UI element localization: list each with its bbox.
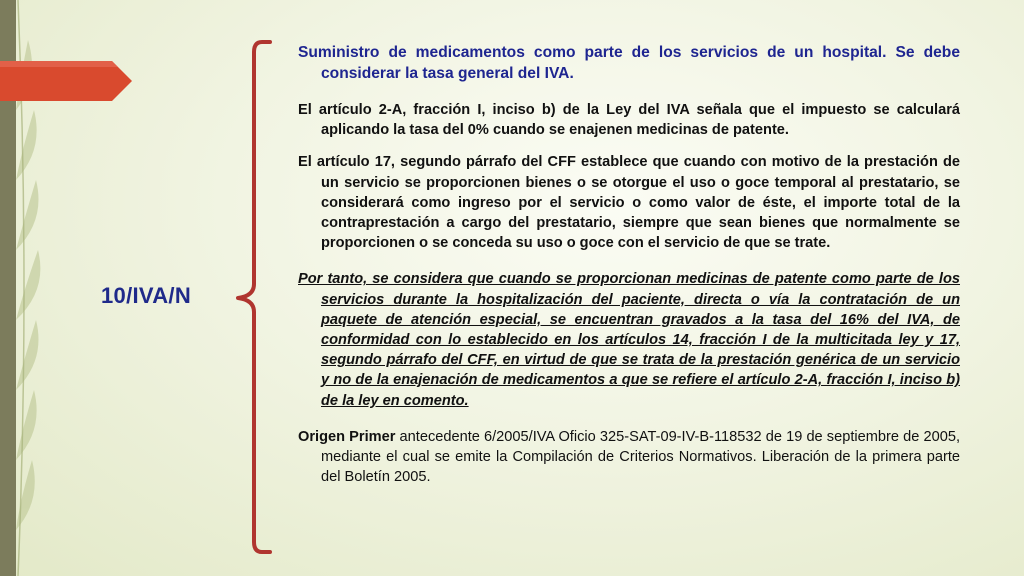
criterion-title: Suministro de medicamentos como parte de los servicios de un hospital. Se debe considerar la tasa general del IVA. xyxy=(298,44,960,82)
paragraph-conclusion: Por tanto, se considera que cuando se proporcionan medicinas de patente como parte de los servicios durante la hospitalización del paciente, directa o vía la contratación de un paquete de atención especial, se encuentran gravados a la tasa del 16% del IVA, de conformidad con lo establecido en los artículos 14, fracción I de la multicitada ley y 17, segundo párrafo del CFF, en virtud de que se trata de la prestación genérica de un servicio y no de la enajenación de medicamentos a que se refiere el artículo 2-A, fracción I, inciso b) de la ley en comento. xyxy=(298,271,960,409)
paragraph-iva-article: El artículo 2-A, fracción I, inciso b) de la Ley del IVA señala que el impuesto se calculará aplicando la tasa del 0% cuando se enajenen medicinas de patente. xyxy=(298,102,960,139)
paragraph-origin xyxy=(298,427,960,488)
criterion-code: 10/IVA/N xyxy=(101,283,192,308)
origin-lead: Origen Primer xyxy=(298,428,396,445)
left-brace xyxy=(230,40,274,554)
origin-text: antecedente 6/2005/IVA Oficio 325-SAT-09-IV-B-118532 de 19 de septiembre de 2005, mediante el cual se emite la Compilación de Criterios Normativos. Liberación de la primera parte del Boletín 2005. xyxy=(321,428,961,486)
criterion-text xyxy=(298,42,960,499)
accent-arrow xyxy=(0,61,132,101)
paragraph-cff-article: El artículo 17, segundo párrafo del CFF establece que cuando con motivo de la prestación de un servicio se proporcionen bienes o se otorgue el uso o goce temporal al prestatario, se considerará como ingreso por el servicio o como valor de éste, el importe total de la contraprestación a cargo del prestatario, siempre que sean bienes que normalmente se proporcionen o se conceda su uso o goce con el servicio de que se trate. xyxy=(298,154,960,252)
